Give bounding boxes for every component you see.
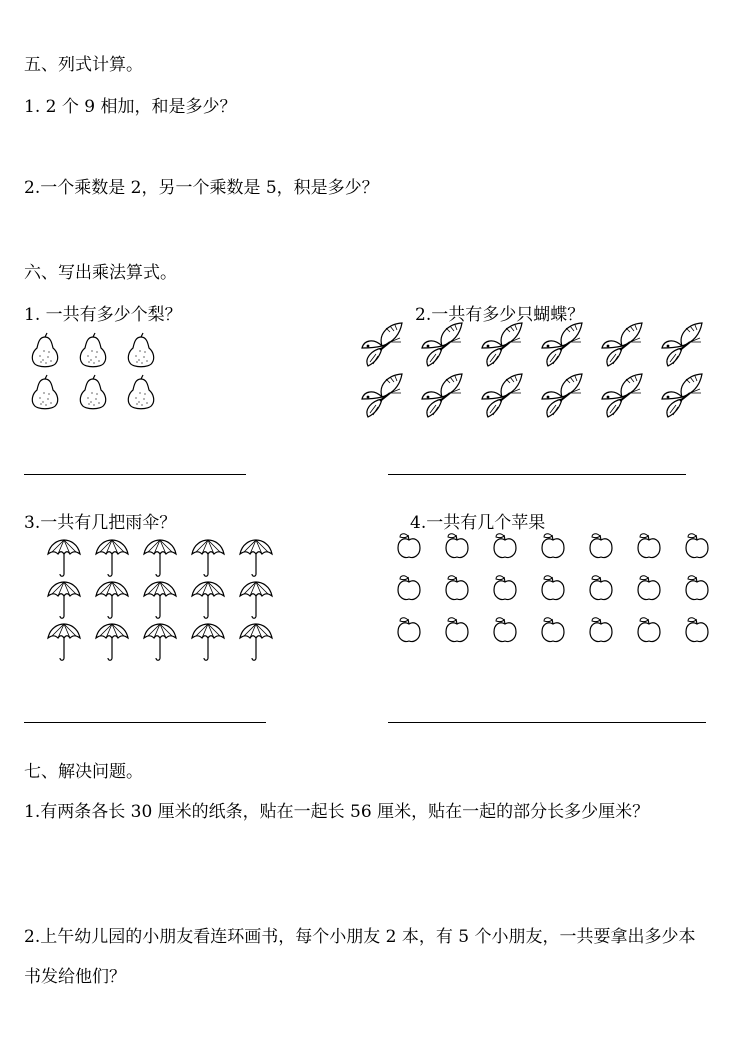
apple-icon: [540, 616, 566, 649]
umbrella-icon: [94, 580, 130, 625]
answer-blank-4[interactable]: [388, 722, 706, 723]
pear-icon: [124, 332, 158, 375]
apple-icon: [684, 574, 710, 607]
umbrella-icon: [94, 622, 130, 667]
umbrella-icon: [46, 622, 82, 667]
apple-icon: [444, 616, 470, 649]
pear-icon: [76, 374, 110, 417]
apple-icon: [540, 574, 566, 607]
apple-icon: [444, 574, 470, 607]
pear-icon: [28, 332, 62, 375]
section5-question-2: 2.一个乘数是 2，另一个乘数是 5，积是多少？: [24, 178, 379, 198]
apple-icon: [588, 574, 614, 607]
umbrella-icon: [142, 538, 178, 583]
apple-icon: [636, 574, 662, 607]
apple-icon: [492, 574, 518, 607]
apple-icon: [396, 616, 422, 649]
butterfly-icon: [360, 371, 406, 424]
apple-icon: [684, 616, 710, 649]
umbrella-icon: [238, 622, 274, 667]
umbrella-icon: [46, 580, 82, 625]
umbrella-icon: [46, 538, 82, 583]
umbrella-icon: [142, 622, 178, 667]
section6-question-4: 4.一共有几个苹果: [410, 513, 546, 533]
answer-blank-1[interactable]: [24, 474, 246, 475]
apple-icon: [588, 616, 614, 649]
umbrella-icon: [142, 580, 178, 625]
butterfly-icon: [420, 320, 466, 373]
section6-question-1: 1. 一共有多少个梨？: [24, 305, 182, 325]
section5-heading: 五、列式计算。: [24, 55, 143, 75]
umbrella-icon: [238, 538, 274, 583]
butterfly-icon: [600, 371, 646, 424]
umbrella-icon: [190, 580, 226, 625]
section7-question-1: 1.有两条各长 30 厘米的纸条，贴在一起长 56 厘米，贴在一起的部分长多少厘米？: [24, 802, 650, 822]
apple-icon: [492, 532, 518, 565]
apple-icon: [636, 532, 662, 565]
section7-question-2-line1: 2.上午幼儿园的小朋友看连环画书，每个小朋友 2 本，有 5 个小朋友，一共要拿出多少本: [24, 927, 696, 947]
butterfly-icon: [480, 320, 526, 373]
apple-icon: [684, 532, 710, 565]
apple-icon: [540, 532, 566, 565]
butterfly-icon: [540, 320, 586, 373]
apple-icon: [636, 616, 662, 649]
butterfly-icon: [540, 371, 586, 424]
pear-icon: [124, 374, 158, 417]
butterfly-icon: [660, 371, 706, 424]
pear-icon: [28, 374, 62, 417]
umbrella-icon: [94, 538, 130, 583]
apple-icon: [396, 532, 422, 565]
umbrella-icon: [238, 580, 274, 625]
apple-icon: [444, 532, 470, 565]
section6-heading: 六、写出乘法算式。: [24, 263, 177, 283]
section6-question-2: 2.一共有多少只蝴蝶？: [415, 305, 585, 325]
section7-question-2-line2: 书发给他们？: [24, 967, 126, 987]
butterfly-icon: [360, 320, 406, 373]
apple-icon: [396, 574, 422, 607]
umbrella-icon: [190, 622, 226, 667]
section7-heading: 七、解决问题。: [24, 762, 143, 782]
answer-blank-2[interactable]: [388, 474, 686, 475]
butterfly-icon: [600, 320, 646, 373]
butterfly-icon: [480, 371, 526, 424]
answer-blank-3[interactable]: [24, 722, 266, 723]
section6-question-3: 3.一共有几把雨伞？: [24, 513, 177, 533]
butterfly-icon: [420, 371, 466, 424]
butterfly-icon: [660, 320, 706, 373]
apple-icon: [588, 532, 614, 565]
umbrella-icon: [190, 538, 226, 583]
apple-icon: [492, 616, 518, 649]
pear-icon: [76, 332, 110, 375]
section5-question-1: 1. 2 个 9 相加，和是多少？: [24, 97, 237, 117]
